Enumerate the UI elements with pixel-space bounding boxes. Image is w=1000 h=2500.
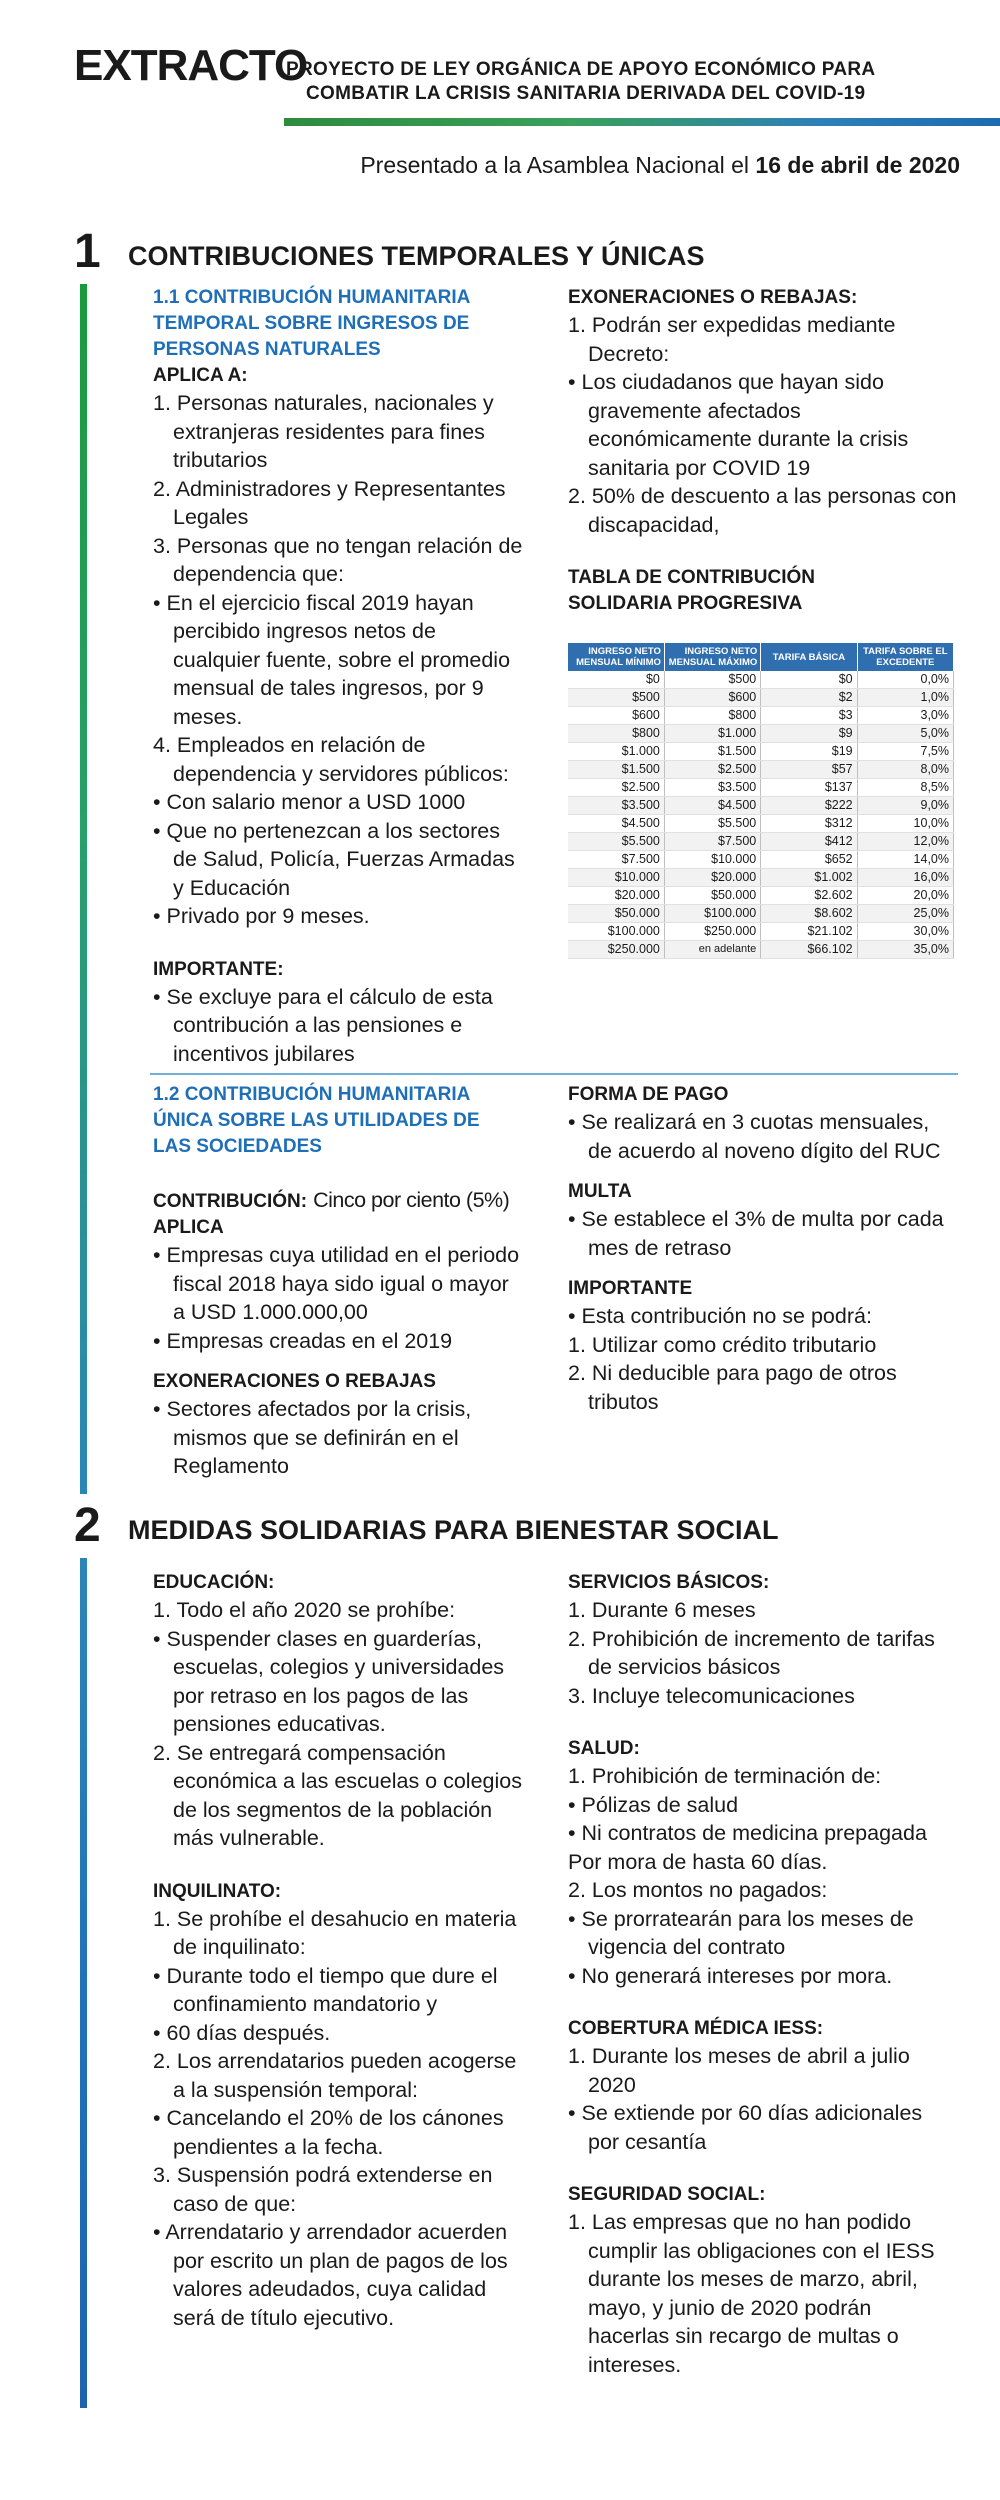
table-header: TARIFA BÁSICA — [761, 643, 857, 671]
list-item: 2. Los montos no pagados: — [568, 1878, 828, 1902]
table-cell: $800 — [568, 725, 664, 743]
list-item: • Privado por 9 meses. — [153, 904, 370, 928]
list-item: • Esta contribución no se podrá: — [568, 1304, 872, 1328]
table-cell: $2.500 — [568, 779, 664, 797]
list-item: Por mora de hasta 60 días. — [568, 1849, 828, 1874]
table-cell: $312 — [761, 815, 857, 833]
s11-title-line: PERSONAS NATURALES — [153, 339, 381, 360]
table-cell: $652 — [761, 851, 857, 869]
table-cell: $2.602 — [761, 887, 857, 905]
table-cell: $0 — [568, 671, 664, 689]
forma-pago-heading: FORMA DE PAGO — [568, 1084, 729, 1105]
list-item: 1. Durante 6 meses — [568, 1598, 756, 1622]
table-cell: $2.500 — [664, 761, 760, 779]
table-cell: 0,0% — [857, 671, 953, 689]
table-cell: $500 — [568, 689, 664, 707]
list-item: 2. 50% de descuento a las personas con discapacidad, — [568, 484, 957, 537]
table-cell: $1.000 — [568, 743, 664, 761]
table-cell: $1.500 — [664, 743, 760, 761]
s12-importante-heading: IMPORTANTE — [568, 1278, 693, 1299]
table-row — [568, 851, 954, 869]
table-cell: $500 — [664, 671, 760, 689]
table-cell: en adelante — [664, 941, 760, 959]
table-cell: $8.602 — [761, 905, 857, 923]
s11-title-line: TEMPORAL SOBRE INGRESOS DE — [153, 313, 470, 334]
table-header-row — [568, 643, 954, 671]
table-cell: $10.000 — [568, 869, 664, 887]
table-row — [568, 869, 954, 887]
table-cell: $100.000 — [568, 923, 664, 941]
table-cell: $3.500 — [664, 779, 760, 797]
table-row — [568, 761, 954, 779]
list-item: • Se realizará en 3 cuotas mensuales, de acuerdo al noveno dígito del RUC — [568, 1110, 941, 1163]
list-item: • No generará intereses por mora. — [568, 1963, 893, 1988]
list-item: • Con salario menor a USD 1000 — [153, 790, 466, 814]
list-item: • 60 días después. — [153, 2020, 331, 2045]
table-cell: 9,0% — [857, 797, 953, 815]
table-cell: $3 — [761, 707, 857, 725]
table-cell: $250.000 — [568, 941, 664, 959]
table-cell: 16,0% — [857, 869, 953, 887]
table-header: TARIFA SOBRE EL EXCEDENTE — [857, 643, 953, 671]
list-item: 1. Personas naturales, nacionales y extranjeras residentes para fines tributarios — [153, 391, 494, 472]
presented-line — [360, 152, 960, 179]
list-item: • Durante todo el tiempo que dure el confinamiento mandatorio y — [153, 1963, 498, 2016]
table-cell: 7,5% — [857, 743, 953, 761]
list-item: • Se prorratearán para los meses de vigencia del contrato — [568, 1906, 914, 1959]
table-cell: 5,0% — [857, 725, 953, 743]
table-row — [568, 671, 954, 689]
s12-exo-heading: EXONERACIONES O REBAJAS — [153, 1371, 436, 1392]
table-cell: $4.500 — [664, 797, 760, 815]
list-item: 3. Incluye telecomunicaciones — [568, 1683, 855, 1708]
table-cell: $66.102 — [761, 941, 857, 959]
list-item: 4. Empleados en relación de dependencia y servidores públicos: — [153, 733, 509, 786]
table-row — [568, 905, 954, 923]
list-item: 3. Personas que no tengan relación de dependencia que: — [153, 533, 523, 586]
table-cell: $1.002 — [761, 869, 857, 887]
table-cell: 10,0% — [857, 815, 953, 833]
section-2-title: MEDIDAS SOLIDARIAS PARA BIENESTAR SOCIAL — [128, 1515, 779, 1545]
table-cell: $1.000 — [664, 725, 760, 743]
list-item: • Arrendatario y arrendador acuerden por escrito un plan de pagos de los valores adeudados, cuya calidad será de título ejecutivo. — [153, 2220, 508, 2330]
contribucion-label: CONTRIBUCIÓN: — [153, 1191, 308, 1212]
list-item: 2. Se entregará compensación económica a las escuelas o colegios de los segmentos de la población más vulnerable. — [153, 1740, 522, 1850]
section-1-title: CONTRIBUCIONES TEMPORALES Y ÚNICAS — [128, 241, 705, 271]
table-row — [568, 833, 954, 851]
presented-date: 16 de abril de 2020 — [755, 152, 960, 178]
list-item: • Sectores afectados por la crisis, mismos que se definirán en el Reglamento — [153, 1397, 472, 1478]
subsection-divider — [150, 1073, 958, 1075]
list-item: • Suspender clases en guarderías, escuelas, colegios y universidades por retraso en los pagos de las pensiones educativas. — [153, 1626, 505, 1736]
servicios-heading: SERVICIOS BÁSICOS: — [568, 1572, 770, 1593]
s12-title-line: ÚNICA SOBRE LAS UTILIDADES DE — [153, 1110, 480, 1131]
table-cell: $2 — [761, 689, 857, 707]
table-cell: $1.500 — [568, 761, 664, 779]
table-cell: $20.000 — [568, 887, 664, 905]
multa-heading: MULTA — [568, 1181, 632, 1202]
list-item: 2. Administradores y Representantes Legales — [153, 476, 506, 529]
table-cell: $137 — [761, 779, 857, 797]
document-subtitle — [286, 58, 976, 106]
section-1-1-right — [568, 285, 958, 959]
s11-title-line: 1.1 CONTRIBUCIÓN HUMANITARIA — [153, 287, 471, 308]
table-cell: 8,5% — [857, 779, 953, 797]
s11-importante-heading: IMPORTANTE: — [153, 958, 284, 980]
table-cell: $0 — [761, 671, 857, 689]
table-cell: $222 — [761, 797, 857, 815]
table-row — [568, 797, 954, 815]
table-cell: 8,0% — [857, 761, 953, 779]
table-cell: 12,0% — [857, 833, 953, 851]
contribution-table — [568, 643, 954, 959]
contribucion-line — [153, 1186, 523, 1215]
table-cell: 3,0% — [857, 707, 953, 725]
section-1-1-left — [153, 285, 523, 1068]
s12-title-line: 1.2 CONTRIBUCIÓN HUMANITARIA — [153, 1084, 471, 1105]
table-title-line: TABLA DE CONTRIBUCIÓN — [568, 567, 815, 588]
table-cell: 14,0% — [857, 851, 953, 869]
table-row — [568, 887, 954, 905]
list-item: 2. Ni deducible para pago de otros tributos — [568, 1361, 897, 1414]
s12-title — [153, 1082, 523, 1160]
table-cell: $5.500 — [664, 815, 760, 833]
list-item: 1. Se prohíbe el desahucio en materia de inquilinato: — [153, 1906, 517, 1959]
list-item: 2. Los arrendatarios pueden acogerse a la suspensión temporal: — [153, 2049, 517, 2102]
list-item: 3. Suspensión podrá extenderse en caso de que: — [153, 2163, 493, 2216]
list-item: 1. Durante los meses de abril a julio 2020 — [568, 2044, 910, 2097]
table-cell: 1,0% — [857, 689, 953, 707]
section-1-bar — [80, 284, 87, 1494]
list-item: 1. Prohibición de terminación de: — [568, 1764, 882, 1788]
list-item: 2. Prohibición de incremento de tarifas de servicios básicos — [568, 1626, 935, 1679]
section-1-2-right — [568, 1082, 958, 1416]
table-cell: 30,0% — [857, 923, 953, 941]
s11-aplica-heading: APLICA A: — [153, 365, 248, 386]
table-cell: $21.102 — [761, 923, 857, 941]
s12-aplica-heading: APLICA — [153, 1217, 224, 1238]
section-1-2-left — [153, 1082, 523, 1481]
table-cell: $7.500 — [568, 851, 664, 869]
table-cell: $412 — [761, 833, 857, 851]
list-item: • Los ciudadanos que hayan sido gravemente afectados económicamente durante la crisis sanitaria por COVID 19 — [568, 370, 909, 480]
table-row — [568, 815, 954, 833]
table-cell: $4.500 — [568, 815, 664, 833]
table-cell: $10.000 — [664, 851, 760, 869]
table-row — [568, 707, 954, 725]
table-cell: $50.000 — [568, 905, 664, 923]
table-row — [568, 743, 954, 761]
table-cell: 25,0% — [857, 905, 953, 923]
table-cell: $9 — [761, 725, 857, 743]
subtitle-line-1: PROYECTO DE LEY ORGÁNICA DE APOYO ECONÓMICO PARA — [286, 59, 876, 80]
table-title — [568, 565, 958, 617]
table-row — [568, 779, 954, 797]
table-row — [568, 941, 954, 959]
table-header: INGRESO NETO MENSUAL MÁXIMO — [664, 643, 760, 671]
table-cell: $3.500 — [568, 797, 664, 815]
list-item: • Pólizas de salud — [568, 1792, 739, 1817]
section-2-left — [153, 1570, 523, 2332]
educacion-heading: EDUCACIÓN: — [153, 1572, 275, 1593]
list-item: 1. Podrán ser expedidas mediante Decreto: — [568, 313, 896, 366]
table-cell: $250.000 — [664, 923, 760, 941]
document-title: EXTRACTO — [74, 41, 308, 90]
table-row — [568, 725, 954, 743]
table-cell: 35,0% — [857, 941, 953, 959]
table-cell: $100.000 — [664, 905, 760, 923]
table-cell: $20.000 — [664, 869, 760, 887]
table-cell: $600 — [664, 689, 760, 707]
table-row — [568, 689, 954, 707]
list-item: • Se excluye para el cálculo de esta contribución a las pensiones e incentivos jubilares — [153, 984, 493, 1066]
list-item: • Cancelando el 20% de los cánones pendientes a la fecha. — [153, 2106, 504, 2159]
list-item: • Se extiende por 60 días adicionales por cesantía — [568, 2101, 923, 2154]
list-item: • Que no pertenezcan a los sectores de Salud, Policía, Fuerzas Armadas y Educación — [153, 818, 515, 900]
table-cell: $19 — [761, 743, 857, 761]
list-item: 1. Utilizar como crédito tributario — [568, 1332, 877, 1357]
list-item: • Empresas cuya utilidad en el periodo fiscal 2018 haya sido igual o mayor a USD 1.000.000,00 — [153, 1243, 520, 1324]
section-1-number: 1 — [74, 225, 101, 278]
seguridad-heading: SEGURIDAD SOCIAL: — [568, 2184, 766, 2205]
table-cell: $50.000 — [664, 887, 760, 905]
subtitle-line-2: COMBATIR LA CRISIS SANITARIA DERIVADA DEL COVID-19 — [306, 83, 866, 104]
table-cell: $7.500 — [664, 833, 760, 851]
table-row — [568, 923, 954, 941]
table-cell: $5.500 — [568, 833, 664, 851]
table-header: INGRESO NETO MENSUAL MÍNIMO — [568, 643, 664, 671]
list-item: 1. Todo el año 2020 se prohíbe: — [153, 1598, 456, 1622]
table-cell: $57 — [761, 761, 857, 779]
presented-prefix: Presentado a la Asamblea Nacional el — [360, 152, 756, 178]
s11-title — [153, 285, 523, 363]
salud-heading: SALUD: — [568, 1738, 640, 1759]
table-title-line: SOLIDARIA PROGRESIVA — [568, 593, 803, 614]
section-2-number: 2 — [74, 1499, 101, 1552]
iess-heading: COBERTURA MÉDICA IESS: — [568, 2018, 824, 2039]
section-2-bar — [80, 1558, 87, 2408]
list-item: • En el ejercicio fiscal 2019 hayan percibido ingresos netos de cualquier fuente, sobre el promedio mensual de tales ingresos, por 9 meses. — [153, 590, 511, 729]
s12-title-line: LAS SOCIEDADES — [153, 1136, 322, 1157]
contribucion-value: Cinco por ciento (5%) — [313, 1188, 510, 1212]
list-item: 1. Las empresas que no han podido cumplir las obligaciones con el IESS durante los meses de marzo, abril, mayo, y junio de 2020 podrán hacerlas sin recargo de multas o intereses. — [568, 2210, 935, 2377]
table-cell: $600 — [568, 707, 664, 725]
list-item: • Se establece el 3% de multa por cada mes de retraso — [568, 1207, 944, 1260]
table-cell: $800 — [664, 707, 760, 725]
exoneraciones-heading: EXONERACIONES O REBAJAS: — [568, 287, 858, 308]
section-2-right — [568, 1570, 958, 2379]
table-cell: 20,0% — [857, 887, 953, 905]
list-item: • Ni contratos de medicina prepagada — [568, 1821, 927, 1845]
header-rule — [284, 118, 1000, 126]
inquilinato-heading: INQUILINATO: — [153, 1880, 282, 1902]
list-item: • Empresas creadas en el 2019 — [153, 1328, 453, 1353]
